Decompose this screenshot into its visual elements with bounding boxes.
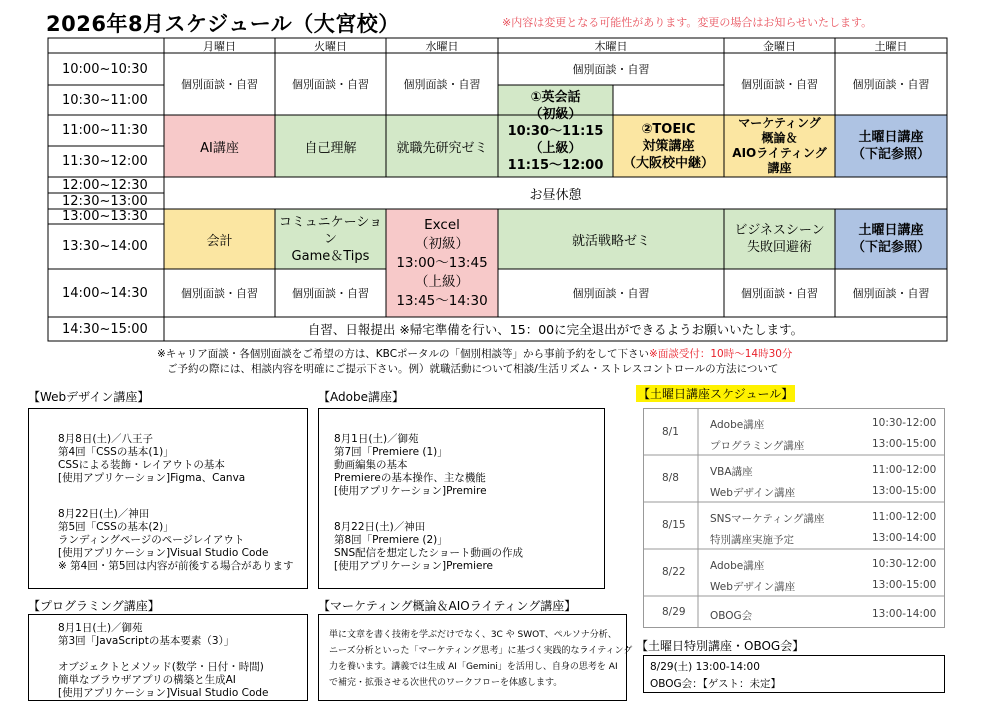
- adobe-line: 8月1日(土)／御苑: [334, 433, 419, 445]
- cell-consult-thu-am: 個別面談・自習: [572, 63, 650, 76]
- cell-consult-mon-pm: 個別面談・自習: [181, 287, 258, 300]
- cell-self-understanding: 自己理解: [275, 115, 386, 177]
- reservation-note: [157, 346, 792, 361]
- cell-saturday-pm: 土曜日講座 （下記参照）: [835, 209, 947, 269]
- programming-line: 8月1日(土)／御苑: [58, 622, 143, 634]
- time-label: 10:00~10:30: [62, 61, 148, 77]
- marketing-line: ニーズ分析といった「マーケティング思考」に基づく実践的なライティング: [329, 646, 633, 656]
- time-label: 10:30~11:00: [62, 92, 148, 108]
- adobe-line: 8月22日(土)／神田: [334, 521, 426, 533]
- saturday-date: 8/29: [662, 606, 686, 618]
- marketing-line: 単に文章を書く技術を学ぶだけでなく、3C や SWOT、ペルソナ分析、: [329, 630, 617, 640]
- saturday-time: 11:00-12:00: [872, 464, 937, 476]
- cell-consult-thu-pm: 個別面談・自習: [572, 287, 650, 300]
- adobe-line: SNS配信を想定したショート動画の作成: [334, 547, 523, 559]
- cell-english-conversation: ①英会話 （初級） 10:30～11:15 （上級） 11:15～12:00: [498, 85, 613, 177]
- cell-accounting: 会計: [164, 209, 275, 269]
- saturday-course: OBOG会: [710, 610, 753, 622]
- adobe-heading: 【Adobe講座】: [318, 390, 404, 404]
- cell-job-strategy: 就活戦略ゼミ: [498, 209, 724, 269]
- adobe-line: Premiereの基本操作、主な機能: [334, 472, 486, 484]
- programming-box: [28, 614, 308, 701]
- web-line: 第4回「CSSの基本(1)」: [58, 446, 174, 458]
- adobe-line: 動画編集の基本: [334, 459, 408, 471]
- cell-self-study-report: 自習、日報提出 ※帰宅準備を行い、15：00に完全退出ができるようお願いいたします。: [307, 322, 804, 337]
- saturday-course: Adobe講座: [710, 560, 765, 572]
- web-line: 第5回「CSSの基本(2)」: [58, 521, 174, 533]
- time-label: 13:00~13:30: [62, 209, 148, 224]
- cell-communication: コミュニケーション Game＆Tips: [275, 209, 386, 269]
- cell-consult-wed-am: 個別面談・自習: [403, 78, 481, 91]
- obog-heading: 【土曜日特別講座・OBOG会】: [636, 639, 805, 653]
- page-title: 2026年8月スケジュール（大宮校）: [46, 12, 400, 36]
- web-line: [使用アプリケーション]Visual Studio Code: [58, 547, 269, 559]
- reservation-note-text: ※キャリア面談・各個別面談をご希望の方は、KBCポータルの「個別相談等」から事前予約をして下さい: [157, 348, 650, 360]
- web-line: [使用アプリケーション]Figma、Canva: [58, 472, 246, 484]
- cell-consult-fri-am: 個別面談・自習: [741, 78, 818, 91]
- saturday-time: 13:00-15:00: [872, 485, 937, 497]
- saturday-time: 13:00-14:00: [872, 532, 937, 544]
- obog-line: 8/29(土) 13:00-14:00: [650, 661, 760, 673]
- saturday-time: 13:00-14:00: [872, 608, 937, 620]
- time-label: 14:30~15:00: [62, 321, 148, 337]
- obog-line: OBOG会：【ゲスト：未定】: [650, 678, 782, 690]
- saturday-time: 13:00-15:00: [872, 438, 937, 450]
- saturday-date: 8/22: [662, 566, 686, 578]
- adobe-line: [使用アプリケーション]Premiere: [334, 560, 493, 572]
- adobe-line: 第7回「Premiere (1)」: [334, 446, 448, 458]
- time-label: 12:00~12:30: [62, 177, 148, 193]
- cell-consult-sat-am: 個別面談・自習: [852, 78, 930, 91]
- programming-heading: 【プログラミング講座】: [28, 599, 160, 613]
- programming-line: 簡単なブラウザアプリの構築と生成AI: [58, 674, 236, 686]
- adobe-line: [使用アプリケーション]Premire: [334, 485, 487, 497]
- web-design-box: [28, 408, 308, 589]
- saturday-time: 11:00-12:00: [872, 511, 937, 523]
- time-label: 11:00~11:30: [62, 123, 148, 138]
- reservation-note-2: ご予約の際には、相談内容を明確にご提示下さい。例）就職活動について相談/生活リズム・ストレスコントロールの方法について: [167, 363, 779, 375]
- saturday-schedule-table: [643, 408, 945, 628]
- programming-line: 第3回「JavaScriptの基本要素（3）」: [58, 635, 235, 647]
- saturday-course: Adobe講座: [710, 419, 765, 431]
- cell-ai-course: AI講座: [164, 115, 275, 177]
- web-line: CSSによる装飾・レイアウトの基本: [58, 459, 225, 471]
- saturday-course: SNSマーケティング講座: [710, 513, 825, 525]
- header-wednesday: 水曜日: [425, 39, 459, 53]
- web-line: ランディングページのページレイアウト: [58, 534, 245, 546]
- cell-consult-sat-pm: 個別面談・自習: [852, 287, 930, 300]
- header-thursday: 木曜日: [594, 39, 628, 53]
- saturday-date: 8/1: [662, 426, 679, 438]
- marketing-heading: 【マーケティング概論＆AIOライティング講座】: [318, 599, 577, 613]
- saturday-time: 13:00-15:00: [872, 579, 937, 591]
- marketing-line: で補完・拡張させる次世代のワークフローを体感します。: [329, 678, 563, 688]
- web-design-heading: 【Webデザイン講座】: [28, 390, 150, 404]
- saturday-course: Webデザイン講座: [710, 487, 796, 499]
- saturday-time: 10:30-12:00: [872, 417, 937, 429]
- web-line: ※ 第4回・第5回は内容が前後する場合があります: [58, 560, 294, 572]
- saturday-date: 8/15: [662, 519, 686, 531]
- marketing-line: 力を養います。講義では生成 AI「Gemini」を活用し、自身の思考を AI: [329, 662, 618, 672]
- obog-box: [643, 655, 945, 693]
- change-notice: ※内容は変更となる可能性があります。変更の場合はお知らせいたします。: [502, 16, 873, 29]
- time-label: 11:30~12:00: [62, 154, 148, 169]
- saturday-date: 8/8: [662, 472, 679, 484]
- cell-marketing: マーケティング 概論＆ AIOライティング 講座: [724, 115, 835, 177]
- adobe-box: [318, 408, 605, 589]
- header-monday: 月曜日: [203, 39, 236, 53]
- header-saturday: 土曜日: [874, 39, 908, 53]
- saturday-course: 特別講座実施予定: [710, 534, 794, 546]
- header-tuesday: 火曜日: [314, 39, 347, 53]
- web-line: 8月8日(土)／八王子: [58, 433, 154, 445]
- time-label: 14:00~14:30: [62, 285, 148, 301]
- cell-job-research: 就職先研究ゼミ: [386, 115, 498, 177]
- saturday-course: プログラミング講座: [710, 440, 805, 452]
- cell-saturday-am: 土曜日講座 （下記参照）: [835, 115, 947, 177]
- cell-consult-tue-am: 個別面談・自習: [292, 78, 369, 91]
- programming-line: オブジェクトとメソッド(数学・日付・時間): [58, 661, 264, 673]
- saturday-schedule-heading: 【土曜日講座スケジュール】: [638, 387, 794, 401]
- web-line: 8月22日(土)／神田: [58, 508, 150, 520]
- saturday-course: Webデザイン講座: [710, 581, 796, 593]
- cell-lunch-break: お昼休憩: [529, 187, 582, 203]
- marketing-box: [318, 614, 633, 701]
- cell-toeic: ②TOEIC 対策講座 （大阪校中継）: [613, 115, 724, 177]
- cell-consult-fri-pm: 個別面談・自習: [741, 287, 818, 300]
- cell-consult-tue-pm: 個別面談・自習: [292, 287, 369, 300]
- cell-consult-mon-am: 個別面談・自習: [181, 78, 258, 91]
- time-label: 12:30~13:00: [62, 193, 148, 209]
- reservation-hours: ※面談受付：10時～14時30分: [649, 348, 793, 360]
- adobe-line: 第8回「Premiere (2)」: [334, 534, 448, 546]
- cell-business-scene: ビジネスシーン 失敗回避術: [724, 209, 835, 269]
- header-friday: 金曜日: [763, 39, 796, 53]
- cell-excel: Excel （初級） 13:00～13:45 （上級） 13:45～14:30: [386, 209, 498, 317]
- time-label: 13:30~14:00: [62, 239, 148, 254]
- saturday-time: 10:30-12:00: [872, 558, 937, 570]
- saturday-course: VBA講座: [710, 466, 753, 478]
- programming-line: [使用アプリケーション]Visual Studio Code: [58, 687, 269, 699]
